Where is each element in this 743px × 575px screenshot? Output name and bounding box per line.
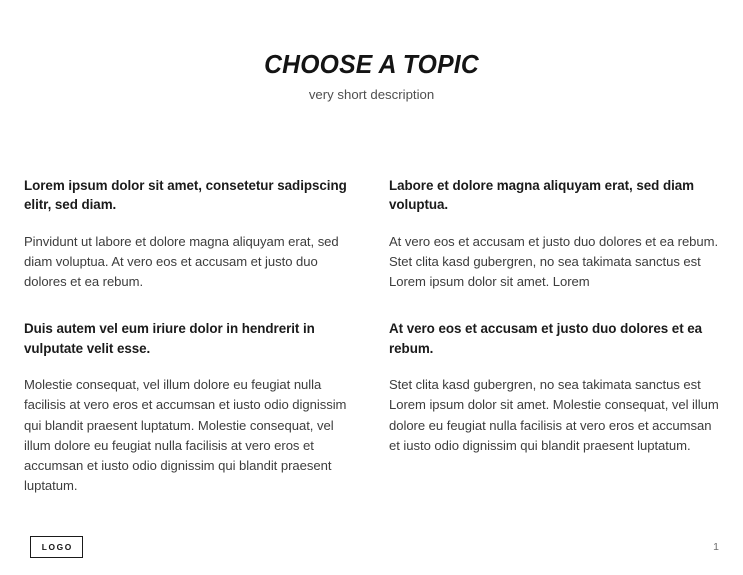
- logo-text: LOGO: [41, 541, 73, 552]
- block-heading: Lorem ipsum dolor sit amet, consetetur sadipscing elitr, sed diam.: [24, 178, 347, 213]
- left-column: [24, 176, 355, 496]
- page-subtitle: very short description: [308, 87, 435, 102]
- slide-header: [0, 50, 743, 104]
- logo: [30, 536, 83, 558]
- block-heading: Labore et dolore magna aliquyam erat, sed diam voluptua.: [389, 178, 695, 213]
- content-columns: [24, 176, 719, 496]
- block-heading: Duis autem vel eum iriure dolor in hendrerit in vulputate velit esse.: [24, 321, 315, 356]
- content-block: [24, 319, 355, 496]
- content-block: [389, 319, 719, 456]
- page-title: CHOOSE A TOPIC: [264, 51, 479, 79]
- block-body: Stet clita kasd gubergren, no sea takimata sanctus est Lorem ipsum dolor sit amet. Molestie consequat, vel illum dolore eu feugiat nulla facilisis at vero eros et accumsan et iusto odio dignissim qui blandit praesent luptatum.: [389, 377, 719, 453]
- content-block: [389, 176, 719, 292]
- page-number: 1: [713, 541, 719, 553]
- block-body: Molestie consequat, vel illum dolore eu feugiat nulla facilisis at vero eros et accumsan et iusto odio dignissim qui blandit praesent luptatum. Molestie consequat, vel illum dolore eu feugiat nulla facilisis at vero eros et accumsan et iusto odio dignissim qui blandit praesent luptatum.: [24, 377, 347, 494]
- block-body: Pinvidunt ut labore et dolore magna aliquyam erat, sed diam voluptua. At vero eos et accusam et justo duo dolores et ea rebum.: [24, 233, 339, 290]
- block-body: At vero eos et accusam et justo duo dolores et ea rebum. Stet clita kasd gubergren, no sea takimata sanctus est Lorem ipsum dolor sit amet. Lorem: [389, 233, 719, 290]
- right-column: [389, 176, 719, 456]
- block-heading: At vero eos et accusam et justo duo dolores et ea rebum.: [389, 321, 703, 356]
- content-block: [24, 176, 355, 292]
